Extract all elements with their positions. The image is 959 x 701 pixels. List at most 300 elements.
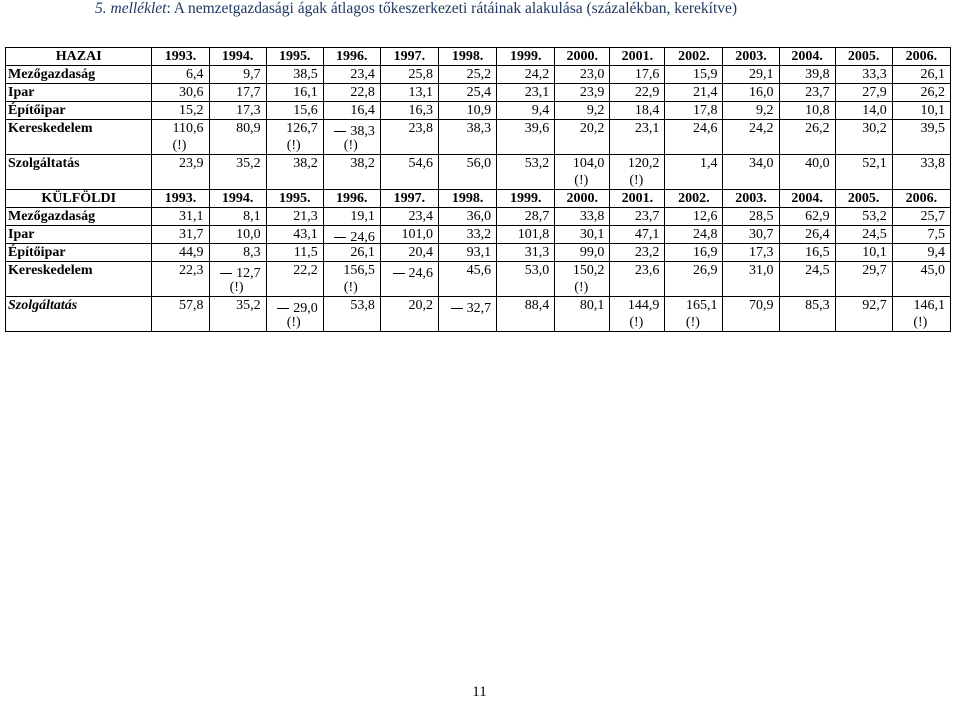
value-cell	[209, 66, 266, 84]
cell-value: 40,0	[805, 156, 830, 171]
value-cell	[439, 102, 497, 120]
cell-value: 25,2	[466, 67, 492, 82]
cell-value: 23,2	[634, 245, 660, 260]
value-cell	[323, 244, 380, 262]
value-cell	[665, 66, 723, 84]
value-cell	[892, 262, 950, 297]
year-header: 1998.	[439, 190, 497, 208]
value-cell	[610, 262, 665, 297]
value-cell	[835, 84, 892, 102]
cell-value: 26,4	[805, 227, 830, 242]
value-cell	[665, 226, 723, 244]
year-header: 2004.	[779, 190, 835, 208]
row-label: Építőipar	[6, 244, 152, 262]
outlier-flag: (!)	[574, 173, 589, 188]
cell-value: 9,4	[531, 103, 550, 118]
value-cell	[266, 244, 323, 262]
section-title: KÜLFÖLDI	[6, 190, 152, 208]
value-cell	[497, 244, 555, 262]
value-cell	[266, 208, 323, 226]
value-cell	[266, 262, 323, 297]
cell-value: 24,6	[692, 121, 718, 136]
value-cell	[610, 102, 665, 120]
cell-value: 23,9	[179, 156, 204, 171]
cell-value: 44,9	[179, 245, 204, 260]
cell-value: 31,7	[179, 227, 204, 242]
cell-value: 39,5	[920, 121, 945, 136]
table-header-row	[6, 190, 951, 208]
value-cell	[835, 120, 892, 155]
year-header: 1999.	[497, 190, 555, 208]
outlier-flag: (!)	[629, 173, 644, 188]
cell-value: 54,6	[408, 156, 433, 171]
outlier-flag: (!)	[343, 280, 358, 295]
value-cell	[380, 66, 438, 84]
year-header: 1995.	[266, 190, 323, 208]
cell-value: 20,2	[579, 121, 605, 136]
cell-value: 43,1	[293, 227, 318, 242]
row-label: Ipar	[6, 84, 152, 102]
cell-value: 92,7	[862, 298, 887, 313]
value-cell	[892, 208, 950, 226]
cell-value: 52,1	[862, 156, 887, 171]
value-cell	[723, 155, 779, 190]
cell-value: 28,5	[749, 209, 774, 224]
table-row	[6, 155, 951, 190]
value-cell	[892, 120, 950, 155]
value-cell	[779, 120, 835, 155]
caption-text: : A nemzetgazdasági ágak átlagos tőkeszerkezeti rátáinak alakulása (százalékban, kerekítve)	[166, 0, 738, 17]
negative-value: 24,6	[327, 229, 375, 246]
outlier-flag: (!)	[343, 138, 358, 153]
value-cell	[610, 155, 665, 190]
cell-value: 47,1	[634, 227, 660, 242]
value-cell	[152, 244, 209, 262]
cell-value: 38,5	[293, 67, 318, 82]
value-cell	[665, 244, 723, 262]
value-cell	[555, 208, 610, 226]
table-row	[6, 226, 951, 244]
value-cell	[497, 262, 555, 297]
cell-value: 34,0	[749, 156, 774, 171]
cell-value: 9,7	[243, 67, 261, 82]
negative-value: 24,6	[384, 265, 433, 282]
value-cell	[497, 102, 555, 120]
value-cell	[209, 244, 266, 262]
year-header: 1993.	[152, 48, 209, 66]
value-cell	[380, 120, 438, 155]
cell-value: 1,4	[699, 156, 718, 171]
value-cell	[892, 297, 950, 332]
value-cell	[779, 244, 835, 262]
value-cell	[555, 120, 610, 155]
cell-value: 15,9	[692, 67, 718, 82]
cell-value: 26,2	[920, 85, 945, 100]
cell-value: 36,0	[466, 209, 492, 224]
table-row	[6, 120, 951, 155]
cell-value: 24,8	[692, 227, 718, 242]
value-cell	[723, 208, 779, 226]
negative-value: 12,7	[213, 265, 261, 282]
table-body	[6, 48, 951, 332]
value-cell	[152, 102, 209, 120]
cell-value: 8,1	[243, 209, 261, 224]
value-cell	[323, 208, 380, 226]
cell-value: 45,6	[466, 263, 492, 278]
cell-value: 120,2	[627, 156, 660, 171]
value-cell	[380, 208, 438, 226]
page-number: 11	[472, 684, 487, 700]
value-cell	[209, 226, 266, 244]
year-header: 1998.	[439, 48, 497, 66]
cell-value: 10,8	[805, 103, 830, 118]
value-cell	[209, 155, 266, 190]
cell-value: 53,8	[350, 298, 375, 313]
value-cell	[152, 84, 209, 102]
cell-value: 25,7	[920, 209, 945, 224]
row-label: Ipar	[6, 226, 152, 244]
year-header: 2005.	[835, 48, 892, 66]
cell-value: 22,8	[350, 85, 375, 100]
value-cell	[665, 102, 723, 120]
value-cell	[723, 66, 779, 84]
cell-value: 20,4	[408, 245, 433, 260]
year-header: 1997.	[380, 190, 438, 208]
value-cell	[209, 262, 266, 297]
year-header: 2006.	[892, 48, 950, 66]
cell-value: 23,4	[350, 67, 375, 82]
cell-value: 26,2	[805, 121, 830, 136]
cell-value: 15,6	[293, 103, 318, 118]
value-cell	[665, 84, 723, 102]
cell-value: 28,7	[524, 209, 550, 224]
cell-value: 20,2	[408, 298, 433, 313]
value-cell	[497, 155, 555, 190]
value-cell	[779, 262, 835, 297]
cell-value: 16,4	[350, 103, 375, 118]
year-header: 2005.	[835, 190, 892, 208]
value-cell	[610, 120, 665, 155]
value-cell	[779, 102, 835, 120]
value-cell	[439, 244, 497, 262]
outlier-flag: (!)	[286, 315, 301, 330]
year-header: 2003.	[723, 190, 779, 208]
year-header: 2004.	[779, 48, 835, 66]
cell-value: 156,5	[343, 263, 375, 278]
value-cell	[835, 297, 892, 332]
value-cell	[497, 208, 555, 226]
cell-value: 144,9	[627, 298, 660, 313]
value-cell	[723, 262, 779, 297]
table-row	[6, 66, 951, 84]
cell-value: 9,4	[927, 245, 945, 260]
value-cell	[497, 226, 555, 244]
value-cell	[439, 297, 497, 332]
cell-value: 30,2	[862, 121, 887, 136]
cell-value: 15,2	[179, 103, 204, 118]
table-row	[6, 208, 951, 226]
value-cell	[323, 297, 380, 332]
cell-value: 21,3	[293, 209, 318, 224]
cell-value: 101,8	[517, 227, 550, 242]
cell-value: 12,6	[692, 209, 718, 224]
value-cell	[152, 208, 209, 226]
section-title: HAZAI	[6, 48, 152, 66]
cell-value: 101,0	[401, 227, 433, 242]
value-cell	[555, 102, 610, 120]
value-cell	[665, 208, 723, 226]
year-header: 2001.	[610, 190, 665, 208]
cell-value: 35,2	[236, 298, 261, 313]
value-cell	[555, 262, 610, 297]
cell-value: 80,9	[236, 121, 261, 136]
year-header: 2006.	[892, 190, 950, 208]
row-label: Szolgáltatás	[6, 297, 152, 332]
value-cell	[323, 155, 380, 190]
cell-value: 17,6	[634, 67, 660, 82]
cell-value: 7,5	[927, 227, 945, 242]
value-cell	[323, 120, 380, 155]
value-cell	[439, 120, 497, 155]
value-cell	[266, 297, 323, 332]
row-label: Kereskedelem	[6, 262, 152, 297]
value-cell	[380, 155, 438, 190]
cell-value: 56,0	[466, 156, 492, 171]
year-header: 1999.	[497, 48, 555, 66]
value-cell	[323, 226, 380, 244]
cell-value: 10,1	[920, 103, 945, 118]
value-cell	[723, 120, 779, 155]
table-row	[6, 297, 951, 332]
value-cell	[380, 262, 438, 297]
value-cell	[555, 66, 610, 84]
year-header: 1993.	[152, 190, 209, 208]
value-cell	[555, 226, 610, 244]
row-label: Szolgáltatás	[6, 155, 152, 190]
capital-structure-table	[5, 47, 951, 332]
value-cell	[835, 208, 892, 226]
value-cell	[380, 244, 438, 262]
cell-value: 38,2	[293, 156, 318, 171]
cell-value: 70,9	[749, 298, 774, 313]
cell-value: 31,3	[524, 245, 550, 260]
cell-value: 23,1	[524, 85, 550, 100]
value-cell	[610, 84, 665, 102]
year-header: 1994.	[209, 48, 266, 66]
value-cell	[266, 226, 323, 244]
cell-value: 23,8	[408, 121, 433, 136]
year-header: 1997.	[380, 48, 438, 66]
cell-value: 85,3	[805, 298, 830, 313]
value-cell	[323, 84, 380, 102]
cell-value: 25,8	[408, 67, 433, 82]
value-cell	[209, 208, 266, 226]
value-cell	[892, 66, 950, 84]
cell-value: 24,2	[524, 67, 550, 82]
cell-value: 33,2	[466, 227, 492, 242]
year-header: 2003.	[723, 48, 779, 66]
cell-value: 33,3	[862, 67, 887, 82]
cell-value: 22,9	[634, 85, 660, 100]
year-header: 1996.	[323, 190, 380, 208]
cell-value: 18,4	[634, 103, 660, 118]
outlier-flag: (!)	[913, 315, 928, 330]
value-cell	[380, 297, 438, 332]
cell-value: 126,7	[286, 121, 318, 136]
value-cell	[555, 84, 610, 102]
table-row	[6, 262, 951, 297]
cell-value: 17,3	[236, 103, 261, 118]
value-cell	[779, 226, 835, 244]
value-cell	[665, 120, 723, 155]
value-cell	[209, 297, 266, 332]
row-label: Építőipar	[6, 102, 152, 120]
cell-value: 16,5	[805, 245, 830, 260]
value-cell	[835, 244, 892, 262]
cell-value: 10,0	[236, 227, 261, 242]
cell-value: 30,6	[179, 85, 204, 100]
value-cell	[723, 226, 779, 244]
cell-value: 29,1	[749, 67, 774, 82]
cell-value: 38,2	[350, 156, 375, 171]
value-cell	[152, 155, 209, 190]
cell-value: 30,1	[579, 227, 605, 242]
cell-value: 24,5	[805, 263, 830, 278]
cell-value: 25,4	[466, 85, 492, 100]
cell-value: 31,0	[749, 263, 774, 278]
value-cell	[266, 155, 323, 190]
value-cell	[497, 84, 555, 102]
year-header: 1995.	[266, 48, 323, 66]
value-cell	[610, 66, 665, 84]
cell-value: 23,7	[805, 85, 830, 100]
value-cell	[665, 155, 723, 190]
value-cell	[892, 244, 950, 262]
cell-value: 26,1	[350, 245, 375, 260]
cell-value: 21,4	[692, 85, 718, 100]
value-cell	[439, 226, 497, 244]
cell-value: 80,1	[579, 298, 605, 313]
outlier-flag: (!)	[629, 315, 644, 330]
row-label: Kereskedelem	[6, 120, 152, 155]
value-cell	[323, 66, 380, 84]
value-cell	[209, 120, 266, 155]
value-cell	[835, 226, 892, 244]
cell-value: 30,7	[749, 227, 774, 242]
year-header: 2001.	[610, 48, 665, 66]
value-cell	[497, 297, 555, 332]
cell-value: 146,1	[913, 298, 945, 313]
cell-value: 53,0	[524, 263, 550, 278]
value-cell	[380, 102, 438, 120]
table-header-row	[6, 48, 951, 66]
value-cell	[380, 226, 438, 244]
row-label: Mezőgazdaság	[6, 208, 152, 226]
value-cell	[152, 262, 209, 297]
cell-value: 16,0	[749, 85, 774, 100]
value-cell	[555, 155, 610, 190]
cell-value: 39,6	[524, 121, 550, 136]
cell-value: 23,9	[579, 85, 605, 100]
value-cell	[779, 66, 835, 84]
value-cell	[266, 102, 323, 120]
value-cell	[555, 244, 610, 262]
cell-value: 16,1	[293, 85, 318, 100]
cell-value: 9,2	[756, 103, 774, 118]
outlier-flag: (!)	[229, 280, 244, 295]
cell-value: 33,8	[920, 156, 945, 171]
cell-value: 26,1	[920, 67, 945, 82]
value-cell	[497, 66, 555, 84]
cell-value: 17,3	[749, 245, 774, 260]
cell-value: 10,9	[466, 103, 492, 118]
cell-value: 8,3	[243, 245, 261, 260]
value-cell	[723, 244, 779, 262]
value-cell	[779, 297, 835, 332]
value-cell	[266, 84, 323, 102]
value-cell	[439, 155, 497, 190]
cell-value: 23,7	[634, 209, 660, 224]
value-cell	[152, 66, 209, 84]
cell-value: 165,1	[685, 298, 718, 313]
year-header: 2002.	[665, 48, 723, 66]
cell-value: 23,0	[579, 67, 605, 82]
cell-value: 22,3	[179, 263, 204, 278]
value-cell	[835, 155, 892, 190]
value-cell	[152, 226, 209, 244]
value-cell	[892, 155, 950, 190]
value-cell	[665, 262, 723, 297]
cell-value: 62,9	[805, 209, 830, 224]
year-header: 2000.	[555, 48, 610, 66]
value-cell	[723, 84, 779, 102]
cell-value: 23,1	[634, 121, 660, 136]
value-cell	[779, 208, 835, 226]
cell-value: 19,1	[350, 209, 375, 224]
value-cell	[497, 120, 555, 155]
cell-value: 23,6	[634, 263, 660, 278]
cell-value: 26,9	[692, 263, 718, 278]
negative-value: 38,3	[327, 123, 375, 140]
value-cell	[323, 102, 380, 120]
cell-value: 29,7	[862, 263, 887, 278]
value-cell	[209, 84, 266, 102]
outlier-flag: (!)	[172, 138, 187, 153]
cell-value: 53,2	[524, 156, 550, 171]
value-cell	[779, 84, 835, 102]
cell-value: 27,9	[862, 85, 887, 100]
value-cell	[665, 297, 723, 332]
value-cell	[835, 66, 892, 84]
cell-value: 35,2	[236, 156, 261, 171]
value-cell	[892, 102, 950, 120]
cell-value: 23,4	[408, 209, 433, 224]
year-header: 2002.	[665, 190, 723, 208]
cell-value: 110,6	[172, 121, 204, 136]
table-row	[6, 102, 951, 120]
cell-value: 104,0	[572, 156, 605, 171]
value-cell	[610, 244, 665, 262]
value-cell	[439, 84, 497, 102]
cell-value: 150,2	[572, 263, 605, 278]
cell-value: 9,2	[586, 103, 605, 118]
cell-value: 93,1	[466, 245, 492, 260]
table-row	[6, 84, 951, 102]
value-cell	[610, 226, 665, 244]
cell-value: 17,7	[236, 85, 261, 100]
value-cell	[610, 297, 665, 332]
negative-value: 32,7	[442, 300, 491, 317]
